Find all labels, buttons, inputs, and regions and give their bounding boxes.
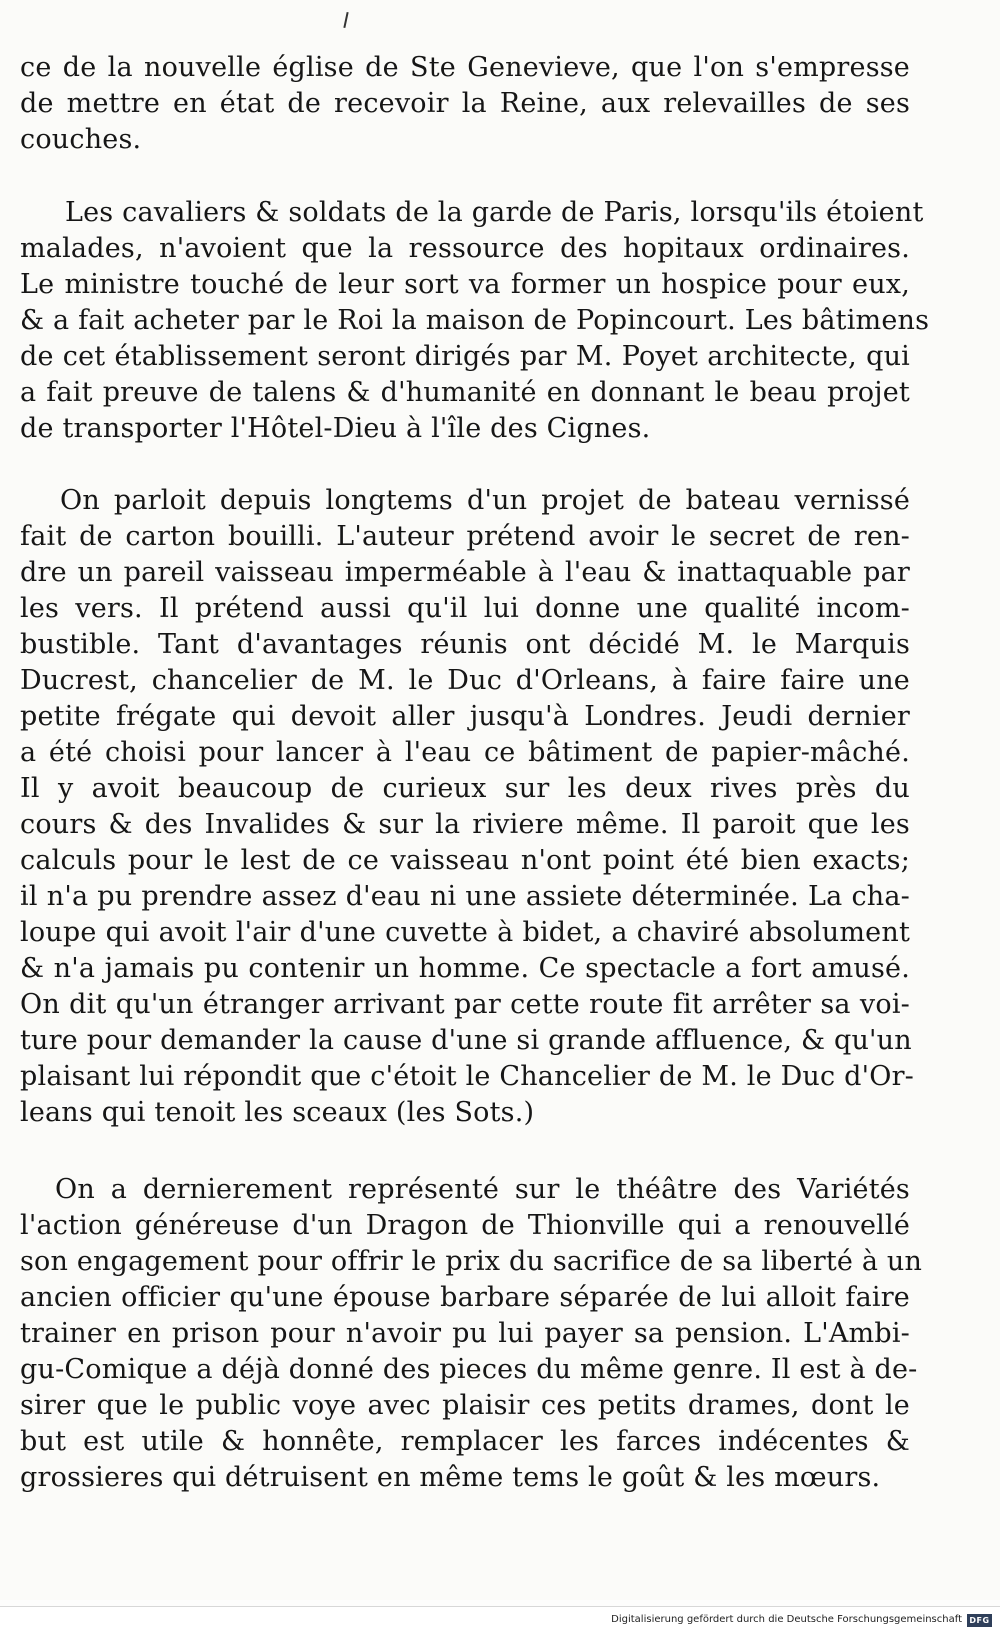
text-line: On parloit depuis longtems d'un projet de bateau vernissé (60, 485, 910, 516)
dfg-logo: DFG (967, 1614, 992, 1627)
text-line: de transporter l'Hôtel-Dieu à l'île des Cignes. (20, 413, 651, 444)
text-line: trainer en prison pour n'avoir pu lui payer sa pension. L'Ambi- (20, 1318, 910, 1349)
text-line: On dit qu'un étranger arrivant par cette route fit arrêter sa voi- (20, 989, 910, 1020)
text-line: de cet établissement seront dirigés par M. Poyet architecte, qui (20, 341, 910, 372)
text-line: il n'a pu prendre assez d'eau ni une assiete déterminée. La cha- (20, 881, 910, 912)
text-line: dre un pareil vaisseau imperméable à l'eau & inattaquable par (20, 557, 910, 588)
text-line: son engagement pour offrir le prix du sacrifice de sa liberté à un (20, 1246, 923, 1277)
text-line: sirer que le public voye avec plaisir ces petits drames, dont le (20, 1390, 910, 1421)
text-line: Le ministre touché de leur sort va former un hospice pour eux, (20, 269, 910, 300)
text-line: & a fait acheter par le Roi la maison de Popincourt. Les bâtimens (20, 305, 930, 336)
text-line: ancien officier qu'une épouse barbare séparée de lui alloit faire (20, 1282, 910, 1313)
text-line: Les cavaliers & soldats de la garde de Paris, lorsqu'ils étoient (65, 197, 924, 228)
text-line: a fait preuve de talens & d'humanité en donnant le beau projet (20, 377, 910, 408)
text-line: plaisant lui répondit que c'étoit le Chancelier de M. le Duc d'Or- (20, 1061, 914, 1092)
text-line: couches. (20, 124, 142, 155)
text-line: bustible. Tant d'avantages réunis ont décidé M. le Marquis (20, 629, 910, 660)
text-line: de mettre en état de recevoir la Reine, aux relevailles de ses (20, 88, 910, 119)
text-line: cours & des Invalides & sur la riviere même. Il paroit que les (20, 809, 910, 840)
text-line: loupe qui avoit l'air d'une cuvette à bidet, a chaviré absolument (20, 917, 910, 948)
digitization-footer (0, 1606, 1000, 1636)
text-line: les vers. Il prétend aussi qu'il lui donne une qualité incom- (20, 593, 910, 624)
paragraph-3 (20, 483, 914, 1131)
text-line: malades, n'avoient que la ressource des hopitaux ordinaires. (20, 233, 910, 264)
footer-credit: Digitalisierung gefördert durch die Deutsche Forschungsgemeinschaft (611, 1614, 962, 1625)
text-line: calculs pour le lest de ce vaisseau n'ont point été bien exacts; (20, 845, 910, 876)
text-line: ture pour demander la cause d'une si grande affluence, & qu'un (20, 1025, 912, 1056)
text-line: & n'a jamais pu contenir un homme. Ce spectacle a fort amusé. (20, 953, 910, 984)
text-line: leans qui tenoit les sceaux (les Sots.) (20, 1097, 535, 1128)
text-line: gu-Comique a déjà donné des pieces du même genre. Il est à de- (20, 1354, 918, 1385)
text-line: fait de carton bouilli. L'auteur prétend avoir le secret de ren- (20, 521, 910, 552)
text-line: a été choisi pour lancer à l'eau ce bâtiment de papier-mâché. (20, 737, 910, 768)
scan-mark (343, 12, 348, 28)
text-line: Il y avoit beaucoup de curieux sur les deux rives près du (20, 773, 910, 804)
text-line: Ducrest, chancelier de M. le Duc d'Orleans, à faire faire une (20, 665, 910, 696)
text-line: ce de la nouvelle église de Ste Genevieve, que l'on s'empresse (20, 52, 910, 83)
text-line: On a dernierement représenté sur le théâtre des Variétés (55, 1174, 910, 1205)
text-line: but est utile & honnête, remplacer les farces indécentes & (20, 1426, 910, 1457)
text-line: petite frégate qui devoit aller jusqu'à Londres. Jeudi dernier (20, 701, 910, 732)
paragraph-4 (20, 1172, 923, 1496)
paragraph-1 (20, 50, 910, 158)
paragraph-2 (20, 195, 930, 447)
text-line: grossieres qui détruisent en même tems le goût & les mœurs. (20, 1462, 881, 1493)
text-line: l'action généreuse d'un Dragon de Thionville qui a renouvellé (20, 1210, 910, 1241)
